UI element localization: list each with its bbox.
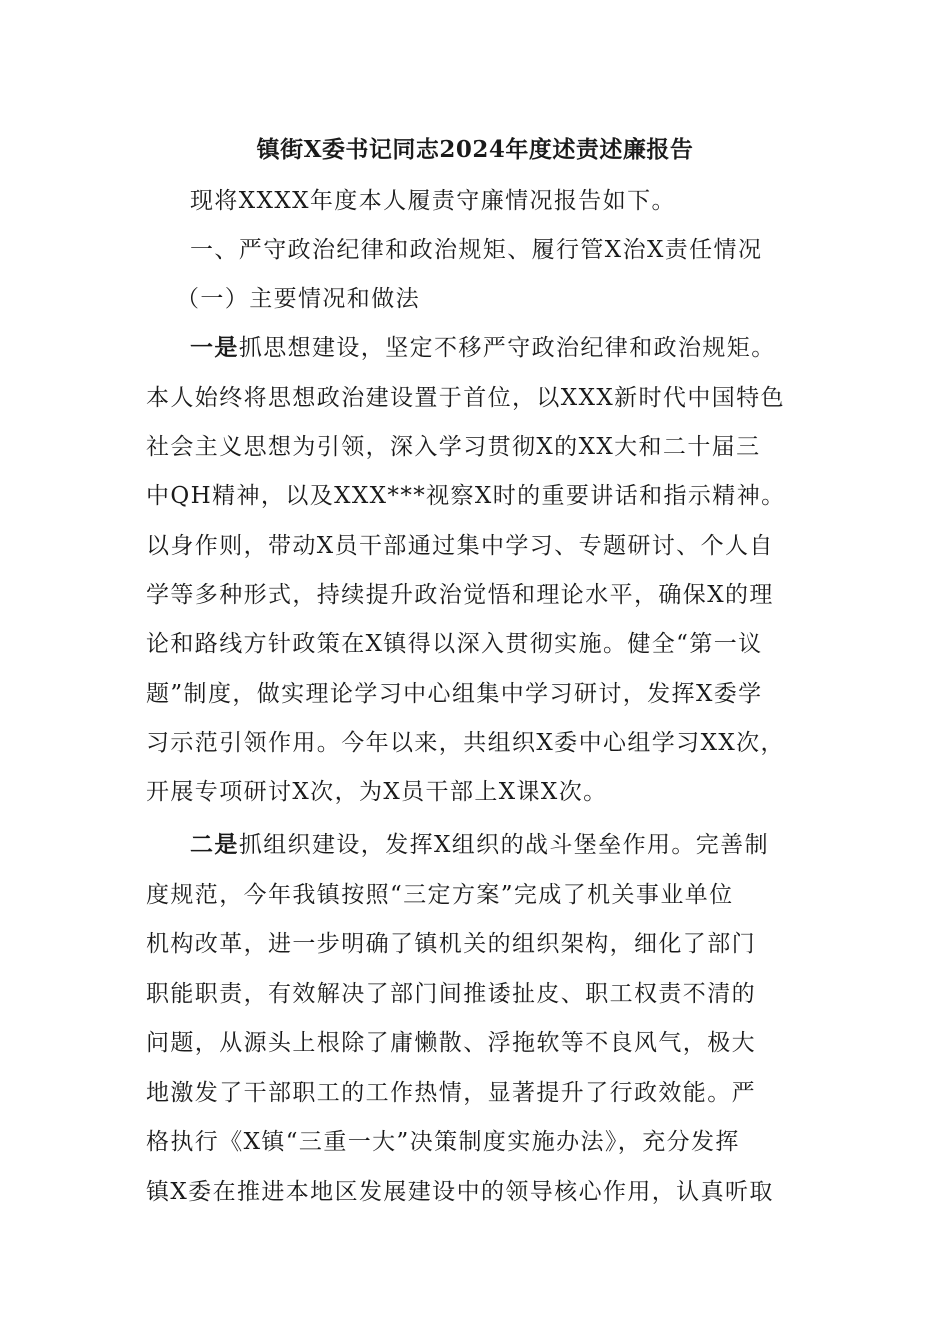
page-title: 镇街X委书记同志2024年度述责述廉报告 (256, 136, 694, 163)
paragraph-text: 抓思想建设，坚定不移严守政治纪律和政治规矩。 (238, 335, 776, 361)
paragraph-line: 职能职责，有效解决了部门间推诿扯皮、职工权责不清的 (146, 981, 756, 1007)
paragraph-line: 本人始终将思想政治建设置于首位，以XXX新时代中国特色 (146, 385, 785, 411)
paragraph-line: 格执行《X镇“三重一大”决策制度实施办法》，充分发挥 (146, 1129, 740, 1155)
paragraph-line (190, 333, 776, 363)
paragraph-line: 学等多种形式，持续提升政治觉悟和理论水平，确保X的理 (146, 582, 774, 608)
paragraph-line: 地激发了干部职工的工作热情，显著提升了行政效能。严 (146, 1080, 756, 1106)
paragraph-line: 开展专项研讨X次，为X员干部上X课X次。 (146, 779, 608, 805)
section-heading: 一、严守政治纪律和政治规矩、履行管X治X责任情况 (190, 237, 763, 263)
paragraph-line: 问题，从源头上根除了庸懒散、浮拖软等不良风气，极大 (146, 1030, 756, 1056)
paragraph-line: 以身作则，带动X员干部通过集中学习、专题研讨、个人自 (146, 533, 774, 559)
paragraph-lead: 一是 (190, 334, 239, 361)
paragraph-line: 习示范引领作用。今年以来，共组织X委中心组学习XX次， (146, 730, 785, 756)
paragraph-line: 题”制度，做实理论学习中心组集中学习研讨，发挥X委学 (146, 681, 763, 707)
paragraph-line: 度规范，今年我镇按照“三定方案”完成了机关事业单位 (146, 882, 734, 908)
paragraph-line: 镇X委在推进本地区发展建设中的领导核心作用，认真听取 (146, 1179, 774, 1205)
paragraph-lead: 二是 (190, 831, 239, 858)
subsection-heading: （一）主要情况和做法 (176, 286, 420, 312)
paragraph-text: 抓组织建设，发挥X组织的战斗堡垒作用。完善制 (238, 832, 769, 858)
paragraph-line: 社会主义思想为引领，深入学习贯彻X的XX大和二十届三 (146, 434, 761, 460)
paragraph-line: 论和路线方针政策在X镇得以深入贯彻实施。健全“第一议 (146, 631, 763, 657)
paragraph-line: 机构改革，进一步明确了镇机关的组织架构，细化了部门 (146, 931, 756, 957)
intro-line: 现将XXXX年度本人履责守廉情况报告如下。 (190, 188, 676, 214)
paragraph-line (190, 830, 769, 860)
paragraph-line: 中QH精神，以及XXX***视察X时的重要讲话和指示精神。 (146, 483, 786, 509)
